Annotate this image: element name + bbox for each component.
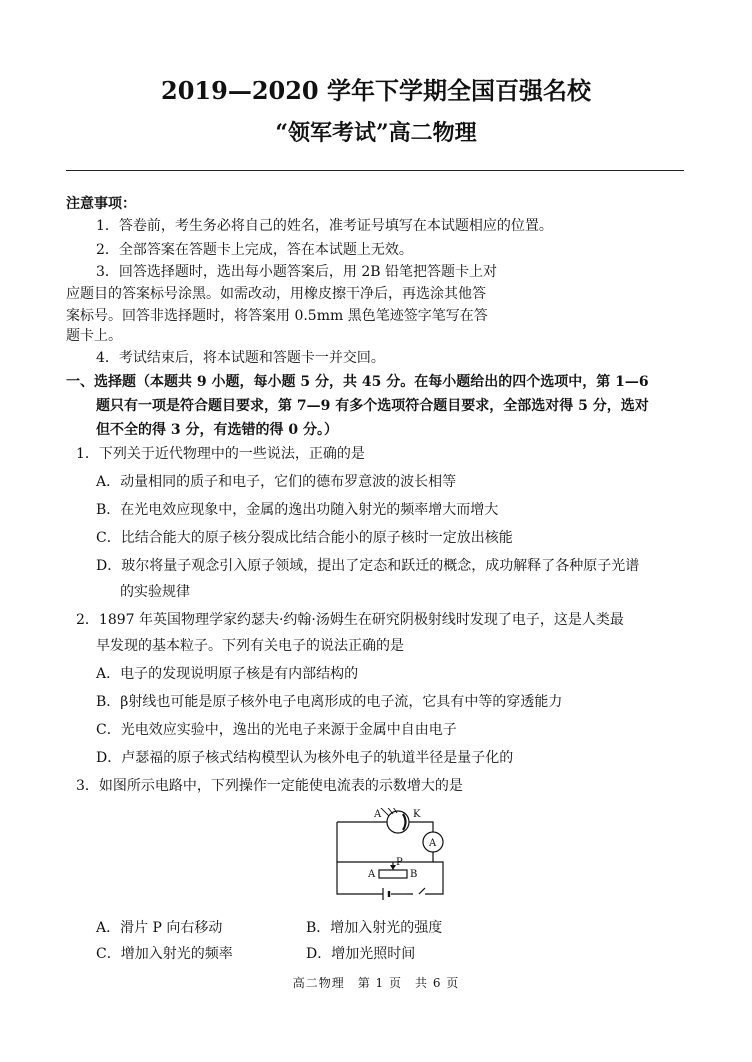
exam-title: 2019—2020 学年下学期全国百强名校 — [161, 76, 591, 105]
wire — [417, 822, 433, 832]
q1-option-d-cont: 的实验规律 — [120, 584, 190, 600]
notice-heading: 注意事项： — [66, 196, 136, 212]
q2-option-a: A．电子的发现说明原子核是有内部结构的 — [96, 666, 359, 682]
notice-item-3: 3．回答选择题时，选出每小题答案后，用 2B 铅笔把答题卡上对 — [96, 264, 498, 280]
rheostat — [379, 870, 407, 878]
ammeter-label: A — [429, 838, 437, 849]
notice-item-3-cont: 题卡上。 — [66, 328, 122, 344]
q1-option-d: D．玻尔将量子观念引入原子领域，提出了定态和跃迁的概念，成功解释了各种原子光谱 — [96, 558, 640, 574]
q2-stem: 2．1897 年英国物理学家约瑟夫·约翰·汤姆生在研究阴极射线时发现了电子，这是人类最 — [76, 612, 624, 628]
q2-option-b: B．β射线也可能是原子核外电子电离形成的电子流，它具有中等的穿透能力 — [96, 694, 563, 710]
section-heading-cont: 题只有一项是符合题目要求，第 7—9 有多个选项符合题目要求，全部选对得 5 分，选对 — [96, 398, 649, 414]
section-heading-cont: 但不全的得 3 分，有选错的得 0 分。） — [96, 422, 338, 438]
notice-item-3-cont: 案标号。回答非选择题时，将答案用 0.5mm 黑色笔迹签字笔写在答 — [66, 308, 488, 324]
q3-option-c: C．增加入射光的频率 — [96, 946, 233, 962]
wire — [337, 822, 433, 862]
page-footer: 高二物理 第 1 页 共 6 页 — [292, 976, 460, 990]
section-heading: 一、选择题（本题共 9 小题，每小题 5 分，共 45 分。在每小题给出的四个选项中，第 1—6 — [66, 374, 649, 390]
q1-option-b: B．在光电效应现象中，金属的逸出功随入射光的频率增大而增大 — [96, 502, 499, 518]
slider-label: P — [396, 857, 403, 868]
q3-stem: 3．如图所示电路中，下列操作一定能使电流表的示数增大的是 — [76, 778, 463, 794]
q1-option-a: A．动量相同的质子和电子，它们的德布罗意波的波长相等 — [96, 474, 457, 490]
wire — [337, 862, 383, 894]
notice-item-4: 4．考试结束后，将本试题和答题卡一并交回。 — [96, 350, 385, 366]
circuit-diagram — [325, 808, 455, 904]
exam-subtitle: “领军考试”高二物理 — [275, 120, 477, 146]
rheostat-left-label: A — [368, 869, 376, 880]
cathode — [403, 814, 406, 830]
notice-item-3-cont: 应题目的答案标号涂黑。如需改动，用橡皮擦干净后，再选涂其他答 — [66, 286, 486, 302]
switch — [407, 888, 425, 894]
q1-stem: 1．下列关于近代物理中的一些说法，正确的是 — [76, 446, 365, 462]
q3-option-b: B．增加入射光的强度 — [306, 920, 443, 936]
rheostat-right-label: B — [410, 869, 418, 880]
notice-item-2: 2．全部答案在答题卡上完成，答在本试题上无效。 — [96, 242, 413, 258]
notice-item-1: 1．答卷前，考生务必将自己的姓名，准考证号填写在本试题相应的位置。 — [96, 218, 553, 234]
q3-option-a: A．滑片 P 向右移动 — [96, 920, 223, 936]
q2-option-d: D．卢瑟福的原子核式结构模型认为核外电子的轨道半径是量子化的 — [96, 750, 514, 766]
title-divider — [66, 170, 684, 171]
q1-option-c: C．比结合能大的原子核分裂成比结合能小的原子核时一定放出核能 — [96, 530, 513, 546]
q2-stem-cont: 早发现的基本粒子。下列有关电子的说法正确的是 — [96, 638, 404, 654]
q3-option-d: D．增加光照时间 — [306, 946, 416, 962]
anode-label: A — [374, 809, 382, 820]
cathode-label: K — [413, 809, 421, 820]
q2-option-c: C．光电效应实验中，逸出的光电子来源于金属中自由电子 — [96, 722, 457, 738]
wire — [425, 862, 443, 894]
